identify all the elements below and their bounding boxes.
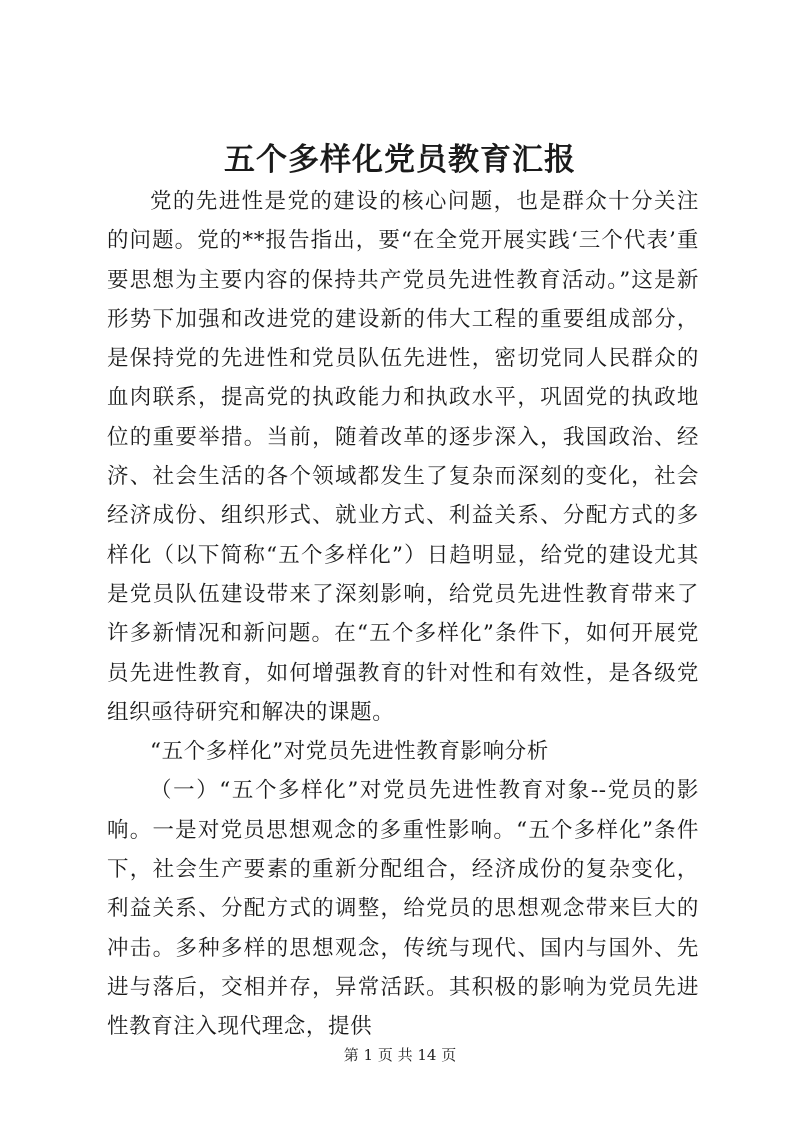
document-title: 五个多样化党员教育汇报	[224, 142, 576, 178]
paragraph-section-one: （一）“五个多样化”对党员先进性教育对象--党员的影响。一是对党员思想观念的多重性影响。“五个多样化”条件下，社会生产要素的重新分配组合，经济成份的复杂变化，利益关系、分配方式的调整，给党员的思想观念带来巨大的冲击。多种多样的思想观念，传统与现代、国内与国外、先进与落后，交相并存，异常活跃。其积极的影响为党员先进性教育注入现代理念，提供	[107, 778, 699, 1040]
paragraph-intro: 党的先进性是党的建设的核心问题，也是群众十分关注的问题。党的**报告指出，要“在全党开展实践‘三个代表’重要思想为主要内容的保持共产党员先进性教育活动。”这是新形势下加强和改进党的建设新的伟大工程的重要组成部分，是保持党的先进性和党员队伍先进性，密切党同人民群众的血肉联系，提高党的执政能力和执政水平，巩固党的执政地位的重要举措。当前，随着改革的逐步深入，我国政治、经济、社会生活的各个领域都发生了复杂而深刻的变化，社会经济成份、组织形式、就业方式、利益关系、分配方式的多样化（以下简称“五个多样化”）日趋明显，给党的建设尤其是党员队伍建设带来了深刻影响，给党员先进性教育带来了许多新情况和新问题。在“五个多样化”条件下，如何开展党员先进性教育，如何增强教育的针对性和有效性，是各级党组织亟待研究和解决的课题。	[107, 189, 699, 725]
section-heading: “五个多样化”对党员先进性教育影响分析	[150, 739, 549, 765]
page-number-footer: 第 1 页 共 14 页	[343, 1046, 457, 1064]
document-body	[107, 182, 699, 1047]
